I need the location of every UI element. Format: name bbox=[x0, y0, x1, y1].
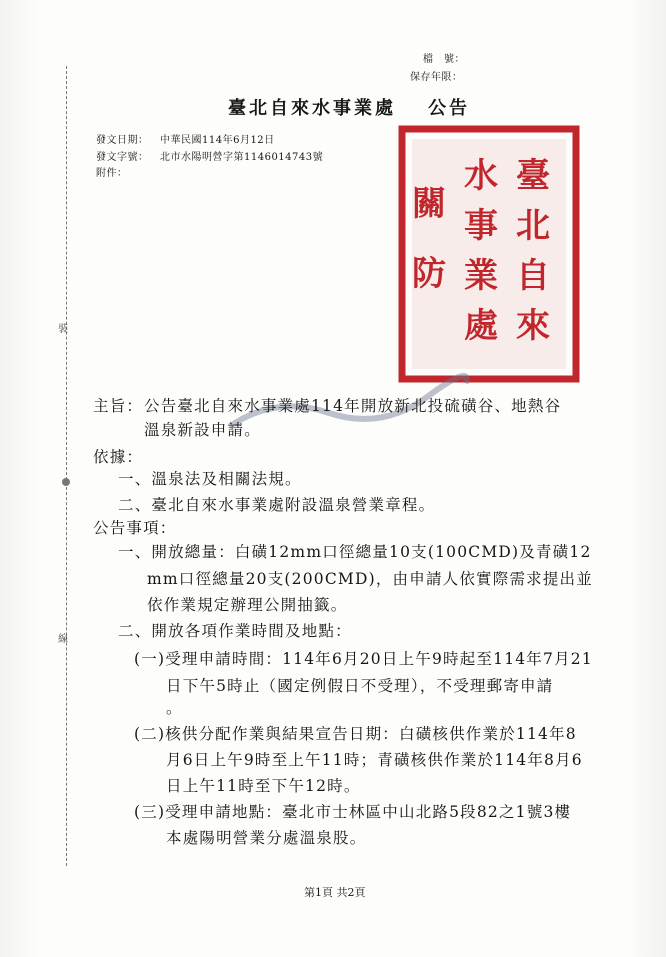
title-doc-type: 公告 bbox=[428, 98, 470, 119]
attachment-label: 附件： bbox=[96, 168, 128, 179]
ref-value: 北市水陽明營字第1146014743號 bbox=[160, 152, 324, 163]
subject-line-2: 溫泉新設申請。 bbox=[144, 421, 261, 439]
svg-text:臺: 臺 bbox=[516, 156, 550, 196]
notice-sub-3-line-1: (三)受理申請地點：臺北市士林區中山北路5段82之1號3樓 bbox=[134, 803, 572, 821]
svg-text:處: 處 bbox=[464, 306, 498, 346]
file-number-label: 檔 號： bbox=[423, 54, 465, 65]
page-number: 第1頁 共2頁 bbox=[304, 886, 366, 899]
notice-item-1-line-1: 一、開放總量：白磺12mm口徑總量10支(100CMD)及青磺12 bbox=[118, 543, 592, 561]
binding-line bbox=[66, 66, 67, 866]
notice-sub-3-line-2: 本處陽明營業分處溫泉股。 bbox=[166, 829, 367, 847]
binding-hole-top bbox=[62, 478, 70, 486]
binding-label-top: 裝 bbox=[58, 324, 68, 335]
date-value: 中華民國114年6月12日 bbox=[160, 135, 275, 146]
notice-sub-1-line-1: (一)受理申請時間：114年6月20日上午9時起至114年7月21 bbox=[134, 650, 593, 668]
notice-item-1-line-3: 依作業規定辦理公開抽籤。 bbox=[147, 596, 348, 614]
basis-item-2: 二、臺北自來水事業處附設溫泉營業章程。 bbox=[118, 496, 436, 514]
notice-item-1-line-2: mm口徑總量20支(200CMD)，由申請人依實際需求提出並 bbox=[147, 570, 593, 588]
notice-label: 公告事項： bbox=[93, 519, 177, 537]
title-org: 臺北自來水事業處 bbox=[228, 98, 396, 119]
date-label: 發文日期： bbox=[96, 135, 149, 146]
svg-text:北: 北 bbox=[516, 206, 550, 246]
svg-text:來: 來 bbox=[516, 306, 550, 346]
basis-label: 依據： bbox=[93, 448, 144, 466]
svg-text:自: 自 bbox=[516, 256, 550, 296]
svg-text:事: 事 bbox=[464, 206, 498, 246]
svg-text:防: 防 bbox=[412, 254, 446, 294]
notice-sub-2-line-2: 月6日上午9時至上午11時；青磺核供作業於114年8月6 bbox=[166, 751, 583, 769]
basis-item-1: 一、溫泉法及相關法規。 bbox=[118, 470, 302, 488]
ref-label: 發文字號： bbox=[96, 152, 149, 163]
notice-sub-1-line-2: 日下午5時止（國定例假日不受理），不受理郵寄申請 bbox=[166, 677, 554, 695]
subject-label: 主旨： bbox=[93, 397, 144, 415]
subject-line-1: 公告臺北自來水事業處114年開放新北投硫磺谷、地熱谷 bbox=[144, 397, 562, 415]
notice-sub-1-line-3: 。 bbox=[166, 699, 183, 717]
notice-sub-2-line-3: 日上午11時至下午12時。 bbox=[166, 777, 361, 795]
retention-label: 保存年限： bbox=[410, 72, 463, 83]
official-seal-image bbox=[398, 125, 580, 383]
binding-label-bottom: 線 bbox=[58, 634, 68, 645]
notice-sub-2-line-1: (二)核供分配作業與結果宣告日期：白磺核供作業於114年8 bbox=[134, 725, 577, 743]
svg-text:業: 業 bbox=[464, 256, 498, 296]
svg-text:水: 水 bbox=[464, 156, 498, 196]
svg-text:關: 關 bbox=[412, 184, 446, 224]
notice-item-2-heading: 二、開放各項作業時間及地點： bbox=[118, 622, 352, 640]
